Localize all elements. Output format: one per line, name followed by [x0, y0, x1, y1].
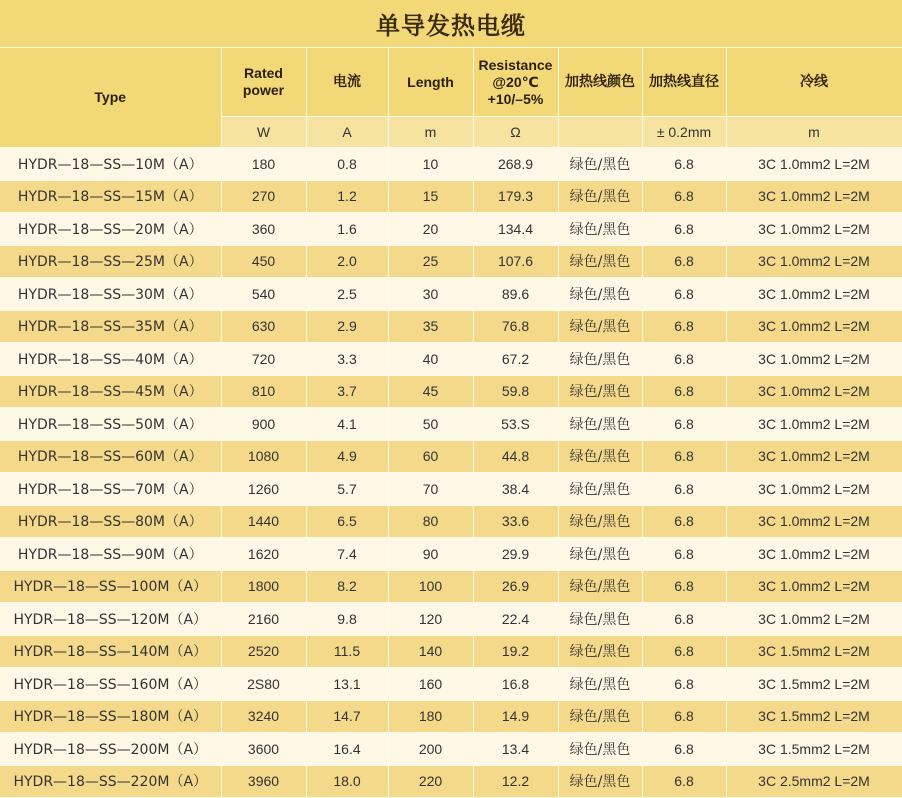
cell-resistance: 44.8 [473, 440, 558, 473]
cell-current: 16.4 [306, 733, 388, 766]
cell-resistance: 13.4 [473, 733, 558, 766]
unit-wire-color [558, 117, 642, 148]
cell-color: 绿色/黑色 [558, 570, 642, 603]
unit-cold-lead: m [726, 117, 902, 148]
header-cold-lead: 冷线 [726, 48, 902, 117]
cell-current: 4.9 [306, 440, 388, 473]
table-row [0, 408, 902, 441]
cell-cold-lead: 3C 1.5mm2 L=2M [726, 700, 902, 733]
cell-type: HYDR—18—SS—25M（A） [0, 245, 221, 278]
cell-power: 900 [221, 408, 306, 441]
cell-resistance: 12.2 [473, 765, 558, 798]
cell-diameter: 6.8 [642, 440, 726, 473]
cell-cold-lead: 3C 1.0mm2 L=2M [726, 505, 902, 538]
cell-diameter: 6.8 [642, 505, 726, 538]
cell-type: HYDR—18—SS—120M（A） [0, 603, 221, 636]
cell-diameter: 6.8 [642, 148, 726, 181]
table-row [0, 375, 902, 408]
cell-current: 5.7 [306, 473, 388, 506]
cell-type: HYDR—18—SS—60M（A） [0, 440, 221, 473]
cell-diameter: 6.8 [642, 570, 726, 603]
cell-cold-lead: 3C 1.0mm2 L=2M [726, 538, 902, 571]
cell-length: 40 [388, 343, 473, 376]
cell-cold-lead: 3C 1.0mm2 L=2M [726, 603, 902, 636]
cell-resistance: 26.9 [473, 570, 558, 603]
cell-power: 270 [221, 180, 306, 213]
cell-color: 绿色/黑色 [558, 148, 642, 181]
cell-length: 20 [388, 213, 473, 246]
cell-cold-lead: 3C 2.5mm2 L=2M [726, 765, 902, 798]
cell-type: HYDR—18—SS—35M（A） [0, 310, 221, 343]
cell-power: 180 [221, 148, 306, 181]
table-row [0, 440, 902, 473]
cell-resistance: 19.2 [473, 635, 558, 668]
cell-length: 10 [388, 148, 473, 181]
cell-diameter: 6.8 [642, 278, 726, 311]
cell-power: 3600 [221, 733, 306, 766]
cell-diameter: 6.8 [642, 668, 726, 701]
cell-cold-lead: 3C 1.0mm2 L=2M [726, 180, 902, 213]
cell-type: HYDR—18—SS—30M（A） [0, 278, 221, 311]
cell-color: 绿色/黑色 [558, 375, 642, 408]
unit-wire-diameter: ± 0.2mm [642, 117, 726, 148]
cell-length: 90 [388, 538, 473, 571]
cell-resistance: 33.6 [473, 505, 558, 538]
cell-diameter: 6.8 [642, 310, 726, 343]
cell-diameter: 6.8 [642, 408, 726, 441]
table-row [0, 343, 902, 376]
cell-cold-lead: 3C 1.0mm2 L=2M [726, 408, 902, 441]
cell-resistance: 134.4 [473, 213, 558, 246]
cell-cold-lead: 3C 1.0mm2 L=2M [726, 343, 902, 376]
table-row [0, 310, 902, 343]
cell-length: 140 [388, 635, 473, 668]
cell-current: 8.2 [306, 570, 388, 603]
unit-length: m [388, 117, 473, 148]
cell-current: 18.0 [306, 765, 388, 798]
cell-power: 2160 [221, 603, 306, 636]
cell-power: 450 [221, 245, 306, 278]
cell-length: 45 [388, 375, 473, 408]
cell-diameter: 6.8 [642, 245, 726, 278]
cell-color: 绿色/黑色 [558, 668, 642, 701]
cell-diameter: 6.8 [642, 538, 726, 571]
cell-resistance: 16.8 [473, 668, 558, 701]
cell-length: 200 [388, 733, 473, 766]
cell-power: 3960 [221, 765, 306, 798]
cell-current: 9.8 [306, 603, 388, 636]
table-row [0, 700, 902, 733]
cell-type: HYDR—18—SS—100M（A） [0, 570, 221, 603]
cell-type: HYDR—18—SS—50M（A） [0, 408, 221, 441]
cell-length: 50 [388, 408, 473, 441]
cell-type: HYDR—18—SS—160M（A） [0, 668, 221, 701]
table-body [0, 148, 902, 798]
cell-resistance: 67.2 [473, 343, 558, 376]
cell-color: 绿色/黑色 [558, 245, 642, 278]
cell-power: 3240 [221, 700, 306, 733]
spec-table [0, 48, 902, 798]
cell-color: 绿色/黑色 [558, 473, 642, 506]
cell-power: 2S80 [221, 668, 306, 701]
cell-color: 绿色/黑色 [558, 213, 642, 246]
table-row [0, 213, 902, 246]
cell-current: 7.4 [306, 538, 388, 571]
cell-current: 1.2 [306, 180, 388, 213]
cell-color: 绿色/黑色 [558, 538, 642, 571]
cell-power: 810 [221, 375, 306, 408]
table-row [0, 148, 902, 181]
cell-length: 220 [388, 765, 473, 798]
cell-resistance: 179.3 [473, 180, 558, 213]
cell-power: 630 [221, 310, 306, 343]
cell-power: 720 [221, 343, 306, 376]
cell-power: 2520 [221, 635, 306, 668]
table-row [0, 765, 902, 798]
cell-type: HYDR—18—SS—180M（A） [0, 700, 221, 733]
cell-length: 30 [388, 278, 473, 311]
header-resistance-line1: Resistance [478, 56, 553, 73]
cell-type: HYDR—18—SS—40M（A） [0, 343, 221, 376]
cell-color: 绿色/黑色 [558, 440, 642, 473]
cell-diameter: 6.8 [642, 603, 726, 636]
cell-diameter: 6.8 [642, 213, 726, 246]
cell-type: HYDR—18—SS—10M（A） [0, 148, 221, 181]
cell-type: HYDR—18—SS—140M（A） [0, 635, 221, 668]
cell-current: 3.3 [306, 343, 388, 376]
cell-length: 80 [388, 505, 473, 538]
cell-resistance: 268.9 [473, 148, 558, 181]
cell-type: HYDR—18—SS—220M（A） [0, 765, 221, 798]
cell-length: 25 [388, 245, 473, 278]
header-rated-power-line1: Rated [244, 65, 283, 81]
cell-length: 120 [388, 603, 473, 636]
table-row [0, 180, 902, 213]
table-row [0, 635, 902, 668]
cell-resistance: 14.9 [473, 700, 558, 733]
cell-type: HYDR—18—SS—70M（A） [0, 473, 221, 506]
cell-color: 绿色/黑色 [558, 180, 642, 213]
cell-current: 6.5 [306, 505, 388, 538]
cell-power: 360 [221, 213, 306, 246]
cell-color: 绿色/黑色 [558, 310, 642, 343]
unit-power: W [221, 117, 306, 148]
cell-diameter: 6.8 [642, 473, 726, 506]
cell-type: HYDR—18—SS—200M（A） [0, 733, 221, 766]
cell-cold-lead: 3C 1.5mm2 L=2M [726, 733, 902, 766]
unit-current: A [306, 117, 388, 148]
cell-color: 绿色/黑色 [558, 278, 642, 311]
header-wire-color: 加热线颜色 [558, 48, 642, 117]
table-row [0, 668, 902, 701]
cell-resistance: 29.9 [473, 538, 558, 571]
cell-cold-lead: 3C 1.0mm2 L=2M [726, 570, 902, 603]
cell-cold-lead: 3C 1.0mm2 L=2M [726, 278, 902, 311]
cell-type: HYDR—18—SS—90M（A） [0, 538, 221, 571]
cell-diameter: 6.8 [642, 733, 726, 766]
cell-current: 11.5 [306, 635, 388, 668]
cell-current: 1.6 [306, 213, 388, 246]
cell-color: 绿色/黑色 [558, 408, 642, 441]
cell-current: 14.7 [306, 700, 388, 733]
cell-length: 35 [388, 310, 473, 343]
header-resistance-line2: @20℃ [492, 73, 539, 90]
cell-resistance: 89.6 [473, 278, 558, 311]
cell-cold-lead: 3C 1.5mm2 L=2M [726, 668, 902, 701]
cell-diameter: 6.8 [642, 635, 726, 668]
cell-current: 13.1 [306, 668, 388, 701]
cell-diameter: 6.8 [642, 180, 726, 213]
cell-type: HYDR—18—SS—15M（A） [0, 180, 221, 213]
table-row [0, 538, 902, 571]
cell-resistance: 22.4 [473, 603, 558, 636]
cell-current: 4.1 [306, 408, 388, 441]
cell-current: 2.0 [306, 245, 388, 278]
cell-current: 2.5 [306, 278, 388, 311]
cell-power: 1800 [221, 570, 306, 603]
table-row [0, 278, 902, 311]
unit-resistance: Ω [473, 117, 558, 148]
cell-resistance: 53.S [473, 408, 558, 441]
header-type: Type [0, 48, 221, 148]
cell-color: 绿色/黑色 [558, 765, 642, 798]
header-length: Length [388, 48, 473, 117]
cell-type: HYDR—18—SS—45M（A） [0, 375, 221, 408]
cell-diameter: 6.8 [642, 343, 726, 376]
header-rated-power-line2: power [242, 82, 285, 98]
cell-cold-lead: 3C 1.0mm2 L=2M [726, 310, 902, 343]
cell-color: 绿色/黑色 [558, 635, 642, 668]
header-current: 电流 [306, 48, 388, 117]
cell-color: 绿色/黑色 [558, 733, 642, 766]
cell-type: HYDR—18—SS—20M（A） [0, 213, 221, 246]
cell-color: 绿色/黑色 [558, 700, 642, 733]
cell-color: 绿色/黑色 [558, 343, 642, 376]
table-row [0, 505, 902, 538]
cell-diameter: 6.8 [642, 700, 726, 733]
table-row [0, 733, 902, 766]
header-resistance-line3: +10/–5% [487, 90, 544, 107]
cell-cold-lead: 3C 1.0mm2 L=2M [726, 473, 902, 506]
table-row [0, 603, 902, 636]
cell-length: 15 [388, 180, 473, 213]
cell-length: 180 [388, 700, 473, 733]
cell-current: 0.8 [306, 148, 388, 181]
page-title: 单导发热电缆 [0, 0, 902, 48]
header-wire-diameter: 加热线直径 [642, 48, 726, 117]
table-row [0, 570, 902, 603]
cell-diameter: 6.8 [642, 375, 726, 408]
cell-power: 1620 [221, 538, 306, 571]
cell-cold-lead: 3C 1.0mm2 L=2M [726, 245, 902, 278]
cell-resistance: 59.8 [473, 375, 558, 408]
cell-current: 3.7 [306, 375, 388, 408]
header-resistance [473, 48, 558, 117]
cell-color: 绿色/黑色 [558, 505, 642, 538]
cell-length: 160 [388, 668, 473, 701]
cell-cold-lead: 3C 1.5mm2 L=2M [726, 635, 902, 668]
cell-power: 540 [221, 278, 306, 311]
cell-current: 2.9 [306, 310, 388, 343]
cell-type: HYDR—18—SS—80M（A） [0, 505, 221, 538]
cell-cold-lead: 3C 1.0mm2 L=2M [726, 375, 902, 408]
cell-resistance: 76.8 [473, 310, 558, 343]
cell-length: 70 [388, 473, 473, 506]
cell-power: 1080 [221, 440, 306, 473]
cell-cold-lead: 3C 1.0mm2 L=2M [726, 440, 902, 473]
header-rated-power [221, 48, 306, 117]
cell-resistance: 107.6 [473, 245, 558, 278]
cell-cold-lead: 3C 1.0mm2 L=2M [726, 148, 902, 181]
cell-diameter: 6.8 [642, 765, 726, 798]
table-row [0, 473, 902, 506]
cell-color: 绿色/黑色 [558, 603, 642, 636]
cell-length: 60 [388, 440, 473, 473]
cell-power: 1260 [221, 473, 306, 506]
cell-cold-lead: 3C 1.0mm2 L=2M [726, 213, 902, 246]
cell-length: 100 [388, 570, 473, 603]
cell-resistance: 38.4 [473, 473, 558, 506]
cell-power: 1440 [221, 505, 306, 538]
table-row [0, 245, 902, 278]
